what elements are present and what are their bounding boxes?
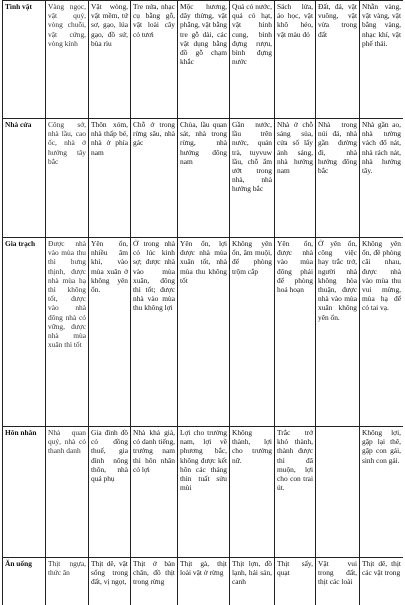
table-cell: Thịt ngựa, thức ăn [46,558,89,605]
table-row [3,427,404,558]
row-label: Ăn uống [3,558,46,605]
table-cell: Vật vui trong đất, thịt các loài [316,558,360,605]
table-cell: Lợi cho trưởng nam, lợi về phương bắc, không được kết hôn các tháng thìn tuất sửu mùi [178,427,230,558]
table-cell: Quả có nước, quả có hạt, vật hình cung, bình đựng rượu, bình đựng nước [230,1,275,119]
table-cell: Nhẫn vàng, vật vàng, vật bằng vàng, nhạc khí, vật phế thải. [360,1,404,119]
table-cell: Yên ổn, được nhà vào mùa đông phải để phòng hoả hoạn [275,238,316,427]
table-cell: Thịt sấy, quạt [275,558,316,605]
table-cell: Thịt dê, thịt các vật trong [360,558,404,605]
table-cell: Thôn xóm, nhà thấp bé, nhà ở phía nam [89,119,131,238]
table-cell: Thịt gà, thịt loài vật ở rừng [178,558,230,605]
table-cell: Tre nứa, nhạc cụ bằng gỗ, vật loài cây cỏ tươi [131,1,178,119]
table-cell: Thịt lợn, đồ lạnh, hải sản, canh [230,558,275,605]
table-cell: Nhà quan quý, nhà có thanh danh [46,427,89,558]
table-cell: Nhà gần ao, nhà tường vách đổ nát, nhà rách nát, nhà hướng tây. [360,119,404,238]
document-page [2,0,403,605]
table-cell: Gia đình đồ có đồng thuế, gia đình nông thôn, nhà quả phụ [89,427,131,558]
table-cell: Mộc hương, dây thừng, vật phẳng, vật bằng tre gỗ dài, các vật dụng bằng đồ gỗ chạm khắc [178,1,230,119]
table-cell: Không yên ổn, đề phòng cãi nhau, được nhà vào mùa thu vui mừng, mùa hạ để có tai vạ. [360,238,404,427]
table-cell: Nhà ở chỗ sáng sủa, cửa sổ lấy ánh sáng, nhà hướng nam [275,119,316,238]
table-cell: Nhà khá giả, có danh tiếng, trưởng nam thì hôn nhân có lợi [131,427,178,558]
table-cell: Đất, đá, vật vuông, vật vừa trong đất [316,1,360,119]
table-cell: Nhà trong núi đá, nhà gần đường đi, nhà hướng đông bắc [316,119,360,238]
table-cell: Không thành, lợi cho trưởng nữ. [230,427,275,558]
table-cell: Không lợi, gặp lại thê, gặp con gái, sinh con gái. [360,427,404,558]
table-cell: Trắc trở khó thành, thành được thì đã muộn, lợi cho con trai út. [275,427,316,558]
table-cell: Chùa, lầu quan sát, nhà trong rừng, nhà hướng đông nam [178,119,230,238]
table-cell: Vàng ngọc, vật quý, vòng chuỗi, vật cứng, vòng kính [46,1,89,119]
table-cell: Yên ổn, lợi được nhà mùa xuân tốt, nhà mùa thu không tốt [178,238,230,427]
table-cell: Yên ổn, nhiều âm khí, vào mùa xuân ở không yên ổn. [89,238,131,427]
table-cell: Gần nước, lầu trên nước, quán trà, tuyvuw lầu, chỗ ẩm ướt trong nhà, nhà hướng bắc [230,119,275,238]
table-row [3,1,404,119]
row-label: Tình vật [3,1,46,119]
row-label: Hôn nhân [3,427,46,558]
table-cell: Vật wòng, vật mềm, tứ sơ, gạo, lúa gạo, đồ sứ, bùa rìu [89,1,131,119]
table-row [3,238,404,427]
table-cell: Sách lửa, áo học, vật khô héo, vật màu đỏ [275,1,316,119]
table-cell: Thịt ở bàn chân, đồ thịt trong rừng [131,558,178,605]
table-row [3,558,404,605]
table-cell: Không yên ổn, âm muội, để phòng trộm cắp [230,238,275,427]
row-label: Nhà cửa [3,119,46,238]
correspondence-table [2,0,403,605]
table-cell [316,427,360,558]
table-cell: Chỗ ở trong rừng sâu, nhà gác [131,119,178,238]
table-cell: Thịt dê, vật sống trong đất, vị ngọt, [89,558,131,605]
row-label: Gia trạch [3,238,46,427]
table-cell: Được nhà vào mùa thu thì hưng thịnh, được nhà mùa hạ thì không tốt, được vào nhà đông nhà có vững, được nhà mùa xuân thì tốt [46,238,89,427]
table-cell: Ở yên ổn, công việc hay trắc trở, người nhà không hòa thuận, được nhà vào mùa xuân không yên ổn. [316,238,360,427]
table-cell: Ở trong nhà có lúc kinh sợ; được nhà vào mùa xuân, đông thì tốt; được nhà vào mùa thu không lợi [131,238,178,427]
table-cell: Công sở, nhà lầu, cao ốc, nhà ở hướng tây bắc [46,119,89,238]
table-row [3,119,404,238]
